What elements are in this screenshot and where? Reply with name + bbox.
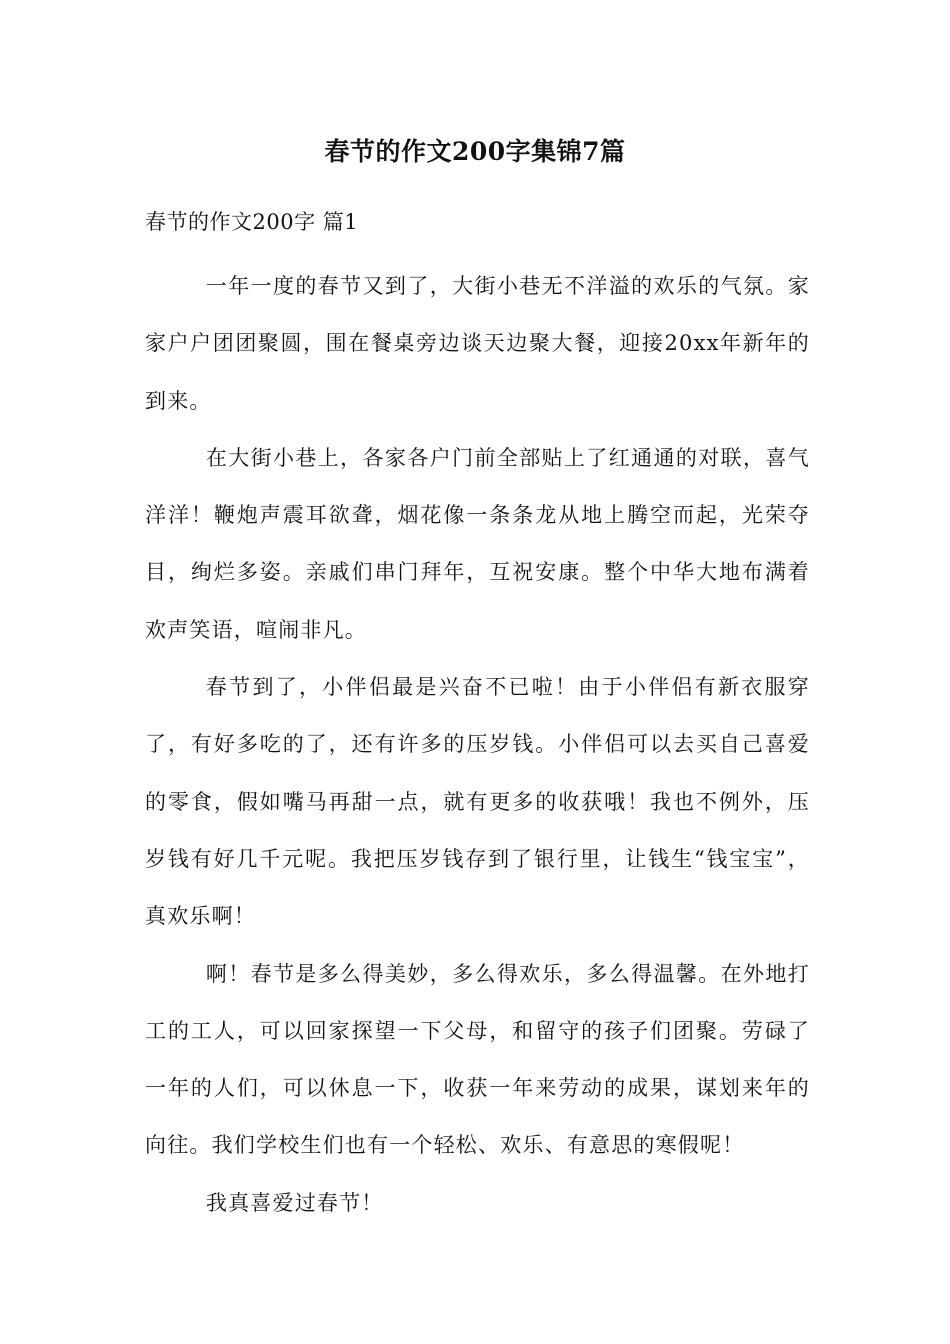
paragraph-2: 在大街小巷上，各家各户门前全部贴上了红通通的对联，喜气洋洋！鞭炮声震耳欲聋，烟花像一条条龙从地上腾空而起，光荣夺目，绚烂多姿。亲戚们串门拜年，互祝安康。整个中华大地布满着欢声笑语，喧闹非凡。: [145, 445, 810, 642]
paragraph-3: 春节到了，小伴侣最是兴奋不已啦！由于小伴侣有新衣服穿了，有好多吃的了，还有许多的压岁钱。小伴侣可以去买自己喜爱的零食，假如嘴马再甜一点，就有更多的收获哦！我也不例外，压岁钱有好几千元呢。我把压岁钱存到了银行里，让钱生“钱宝宝”，真欢乐啊！: [145, 675, 810, 929]
paragraph-4: 啊！春节是多么得美妙，多么得欢乐，多么得温馨。在外地打工的工人，可以回家探望一下父母，和留守的孩子们团聚。劳碌了一年的人们，可以休息一下，收获一年来劳动的成果，谋划来年的向往。我们学校生们也有一个轻松、欢乐、有意思的寒假呢！: [145, 961, 810, 1158]
section-heading: 春节的作文200字 篇1: [145, 210, 359, 234]
document-title: 春节的作文200字集锦7篇: [324, 137, 626, 166]
article-body: [145, 258, 810, 1232]
paragraph-5: 我真喜爱过春节！: [205, 1190, 384, 1215]
paragraph-1: 一年一度的春节又到了，大街小巷无不洋溢的欢乐的气氛。家家户户团团聚圆，围在餐桌旁边谈天边聚大餐，迎接20xx年新年的到来。: [145, 274, 810, 413]
